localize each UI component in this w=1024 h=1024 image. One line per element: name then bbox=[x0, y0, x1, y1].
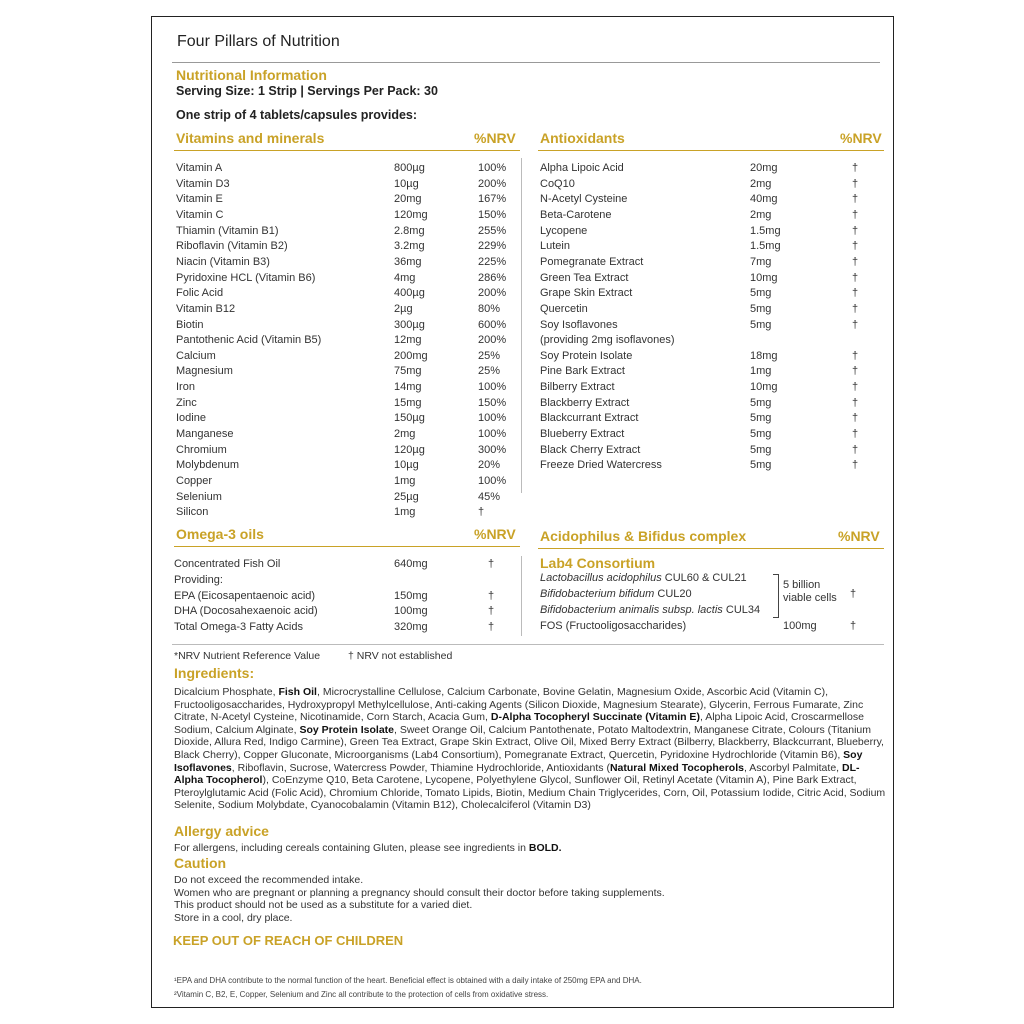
table-row bbox=[176, 162, 520, 175]
table-row bbox=[176, 412, 520, 425]
nutrient-amount: 1mg bbox=[394, 475, 416, 487]
nutrient-name: Vitamin A bbox=[176, 162, 223, 174]
nutrient-nrv: 200% bbox=[478, 334, 507, 347]
nutrient-amount: 4mg bbox=[394, 271, 416, 284]
antioxidants-rule bbox=[538, 150, 884, 151]
nutrient-name: Iron bbox=[176, 381, 195, 394]
table-row bbox=[176, 350, 520, 363]
viable-cells-label: viable cells bbox=[783, 592, 837, 604]
table-row bbox=[174, 590, 520, 603]
nutrient-nrv: † bbox=[852, 381, 859, 394]
nutrient-nrv: 600% bbox=[478, 318, 507, 331]
nutrient-nrv: 100% bbox=[478, 475, 507, 487]
nutrient-nrv: 25% bbox=[478, 349, 501, 362]
nutritional-info-heading: Nutritional Information bbox=[176, 67, 327, 83]
nutrient-amount: 2.8mg bbox=[394, 224, 425, 237]
table-row bbox=[176, 287, 520, 300]
omega-nrv-heading: %NRV bbox=[474, 526, 516, 542]
nutrient-amount: 200mg bbox=[394, 349, 428, 362]
nutrient-nrv: † bbox=[478, 506, 485, 519]
nutrient-nrv: † bbox=[852, 255, 859, 268]
table-row bbox=[176, 506, 520, 519]
nutrient-nrv: † bbox=[852, 412, 859, 425]
nutrient-amount: 5mg bbox=[750, 428, 772, 441]
table-row bbox=[540, 193, 880, 206]
nutrient-name: Zinc bbox=[176, 396, 197, 409]
children-warning: KEEP OUT OF REACH OF CHILDREN bbox=[173, 933, 404, 948]
nutrient-amount: 75mg bbox=[394, 365, 422, 378]
nutrient-amount: 800µg bbox=[394, 162, 425, 174]
nutrient-amount: 320mg bbox=[394, 621, 428, 634]
acidophilus-heading: Acidophilus & Bifidus complex bbox=[540, 528, 747, 544]
allergy-text: For allergens, including cereals containing Gluten, please see ingredients in BOLD. bbox=[174, 842, 562, 854]
strain-bracket bbox=[773, 574, 779, 618]
nutrient-nrv: 80% bbox=[478, 302, 501, 315]
nutrient-name: (providing 2mg isoflavones) bbox=[540, 334, 675, 347]
table-row bbox=[176, 319, 520, 332]
nutrient-nrv: 100% bbox=[478, 162, 507, 174]
nutrient-nrv: 100% bbox=[478, 428, 507, 441]
nutrient-nrv: 167% bbox=[478, 193, 507, 206]
nutrient-name: N-Acetyl Cysteine bbox=[540, 193, 628, 206]
nutrient-amount: 1mg bbox=[750, 365, 772, 378]
nutrient-nrv: † bbox=[488, 589, 495, 602]
nutrient-name: Biotin bbox=[176, 318, 204, 331]
table-row bbox=[176, 428, 520, 441]
nutrient-amount: 25µg bbox=[394, 490, 419, 503]
viable-cells-count: 5 billion bbox=[783, 579, 821, 591]
strain-1: Lactobacillus acidophilus CUL60 & CUL21 bbox=[540, 572, 747, 584]
provides-line: One strip of 4 tablets/capsules provides: bbox=[176, 108, 418, 122]
nutrient-name: Pyridoxine HCL (Vitamin B6) bbox=[176, 271, 316, 284]
nutrient-name: CoQ10 bbox=[540, 177, 575, 190]
nutrient-nrv: † bbox=[852, 271, 859, 284]
nutrient-amount: 150mg bbox=[394, 589, 428, 602]
nutrient-nrv: 20% bbox=[478, 459, 501, 472]
nutrient-nrv: † bbox=[852, 428, 859, 441]
ingredient-text: ), CoEnzyme Q10, Beta Carotene, Lycopene, Polyethylene Glycol, Sunflower Oil, Retinyl Acetate (Vitamin A), Pine Bark Extract, Pteroylglutamic Acid (Folic Acid), Chromium Chloride, Tomato Lipids, Biotin, Medium Chain Triglycerides, Corn, Oil, Potassium Iodide, Citric Acid, Sodium Selenite, Sodium Molybdate, Cyanocobalamin (Vitamin B12), Cholecalciferol (Vitamin D3) bbox=[174, 774, 886, 812]
nutrient-amount: 12mg bbox=[394, 334, 422, 347]
nutrient-nrv: 229% bbox=[478, 240, 507, 253]
nutrient-nrv: † bbox=[852, 240, 859, 253]
table-row bbox=[176, 459, 520, 472]
nutrient-nrv: † bbox=[852, 224, 859, 237]
omega-heading: Omega-3 oils bbox=[176, 526, 264, 542]
table-row bbox=[176, 334, 520, 347]
legend-rule bbox=[172, 644, 884, 645]
title-divider bbox=[172, 62, 880, 63]
nutrient-name: Bilberry Extract bbox=[540, 381, 615, 394]
nutrient-amount: 18mg bbox=[750, 349, 778, 362]
nrv-legend: *NRV Nutrient Reference Value bbox=[174, 650, 321, 662]
nutrient-amount: 150µg bbox=[394, 412, 425, 425]
lab4-heading: Lab4 Consortium bbox=[540, 555, 656, 571]
nutrient-amount: 5mg bbox=[750, 443, 772, 456]
nutrient-nrv: 150% bbox=[478, 396, 507, 409]
nutrient-amount: 40mg bbox=[750, 193, 778, 206]
caution-line: Women who are pregnant or planning a pregnancy should consult their doctor before taking supplements. bbox=[174, 886, 665, 899]
nutrient-name: Pine Bark Extract bbox=[540, 365, 625, 378]
column-divider-lower bbox=[521, 556, 522, 636]
nutrient-name: Blackcurrant Extract bbox=[540, 412, 639, 425]
caution-text bbox=[174, 874, 886, 924]
table-row bbox=[174, 621, 520, 634]
nutrient-nrv: † bbox=[852, 302, 859, 315]
ingredient-text: , Alpha Lipoic Acid, Croscarmellose Sodium, Calcium Alginate, bbox=[174, 711, 864, 736]
nutrient-name: Vitamin E bbox=[176, 193, 223, 206]
nutrient-amount: 2µg bbox=[394, 302, 413, 315]
nutrient-amount: 7mg bbox=[750, 255, 772, 268]
nutrient-name: Manganese bbox=[176, 428, 234, 441]
strain-2: Bifidobacterium bifidum CUL20 bbox=[540, 588, 692, 600]
table-row bbox=[540, 319, 880, 332]
nutrient-name: Alpha Lipoic Acid bbox=[540, 162, 624, 174]
antioxidants-heading: Antioxidants bbox=[540, 130, 625, 146]
ingredients-text bbox=[174, 686, 886, 812]
table-row bbox=[174, 558, 520, 571]
table-row bbox=[174, 605, 520, 618]
table-row bbox=[540, 365, 880, 378]
table-row bbox=[540, 256, 880, 269]
table-row bbox=[540, 381, 880, 394]
fos-amount: 100mg bbox=[783, 620, 817, 632]
footnote-2: ²Vitamin C, B2, E, Copper, Selenium and Zinc all contribute to the protection of cells from oxidative stress. bbox=[174, 990, 549, 999]
acidophilus-nrv-heading: %NRV bbox=[838, 528, 880, 544]
nutrient-amount: 2mg bbox=[750, 177, 772, 190]
ingredients-heading: Ingredients: bbox=[174, 665, 255, 681]
allergy-heading: Allergy advice bbox=[174, 823, 269, 839]
omega-rule bbox=[174, 546, 520, 547]
nutrient-name: Copper bbox=[176, 475, 213, 487]
nutrient-nrv: 286% bbox=[478, 271, 507, 284]
footnote-1: ¹EPA and DHA contribute to the normal function of the heart. Beneficial effect is obtained with a daily intake of 250mg EPA and DHA. bbox=[174, 976, 642, 985]
nutrient-name: Thiamin (Vitamin B1) bbox=[176, 224, 279, 237]
nutrient-nrv: 100% bbox=[478, 412, 507, 425]
nutrient-nrv: 255% bbox=[478, 224, 507, 237]
table-row bbox=[176, 303, 520, 316]
allergen-ingredient: Natural Mixed Tocopherols bbox=[609, 761, 744, 774]
antioxidants-nrv-heading: %NRV bbox=[840, 130, 882, 146]
nutrient-amount: 1.5mg bbox=[750, 240, 781, 253]
nutrient-amount: 120µg bbox=[394, 443, 425, 456]
table-row bbox=[540, 459, 880, 472]
nutrient-nrv: † bbox=[852, 208, 859, 221]
viable-cells-nrv: † bbox=[850, 588, 857, 600]
nutrient-amount: 5mg bbox=[750, 459, 772, 472]
table-row bbox=[176, 178, 520, 191]
ingredient-text: , Sweet Orange Oil, Calcium Pantothenate, Potato Maltodextrin, Manganese Citrate, Colours (Titanium Dioxide, Allura Red, Indigo Carmine), Green Tea Extract, Grape Skin Extract, Olive Oil, Mixed Berry Extract (Bilberry, Blackberry, Blackcurrant, Blueberry, Black Cherry), Copper Gluconate, Microorganisms (Lab4 Consortium), Pomegranate Extract, Quercetin, Pyridoxine Hydrochloride (Vitamin B6), bbox=[174, 723, 884, 761]
nutrient-name: Green Tea Extract bbox=[540, 271, 629, 284]
nutrient-amount: 2mg bbox=[750, 208, 772, 221]
table-row bbox=[176, 240, 520, 253]
allergen-ingredient: Soy Isoflavones bbox=[174, 748, 863, 774]
nutrient-name: Blueberry Extract bbox=[540, 428, 625, 441]
nutrient-nrv: † bbox=[852, 365, 859, 378]
nutrient-name: Beta-Carotene bbox=[540, 208, 612, 221]
nutrient-amount: 10µg bbox=[394, 177, 419, 190]
nutrient-amount: 20mg bbox=[394, 193, 422, 206]
nutrient-name: Vitamin D3 bbox=[176, 177, 230, 190]
table-row bbox=[540, 303, 880, 316]
ingredient-text: Dicalcium Phosphate, bbox=[174, 686, 279, 698]
nutrient-name: Lycopene bbox=[540, 224, 588, 237]
allergen-ingredient: Fish Oil bbox=[278, 686, 317, 698]
nutrient-nrv: 200% bbox=[478, 177, 507, 190]
nutrient-nrv: 150% bbox=[478, 208, 507, 221]
nutrient-amount: 14mg bbox=[394, 381, 422, 394]
caution-line: Store in a cool, dry place. bbox=[174, 911, 293, 924]
nutrient-amount: 1.5mg bbox=[750, 224, 781, 237]
nutrient-amount: 5mg bbox=[750, 396, 772, 409]
table-row bbox=[540, 162, 880, 175]
table-row bbox=[540, 287, 880, 300]
nutrient-nrv: † bbox=[488, 558, 495, 570]
nutrient-name: Soy Protein Isolate bbox=[540, 349, 633, 362]
fos-name: FOS (Fructooligosaccharides) bbox=[540, 620, 687, 632]
nutrient-name: Niacin (Vitamin B3) bbox=[176, 255, 270, 268]
table-row bbox=[174, 574, 520, 587]
nutrient-nrv: 300% bbox=[478, 443, 507, 456]
nutrient-amount: 5mg bbox=[750, 302, 772, 315]
table-row bbox=[540, 240, 880, 253]
ingredient-text: , Riboflavin, Sucrose, Watercress Powder, Thiamine Hydrochloride, Antioxidants ( bbox=[231, 761, 610, 774]
table-row bbox=[540, 334, 880, 347]
nutrient-nrv: † bbox=[852, 162, 859, 174]
table-row bbox=[176, 272, 520, 285]
ingredient-text: , Microcrystalline Cellulose, Calcium Carbonate, Bovine Gelatin, Magnesium Oxide, Ascorbic Acid (Vitamin C), Fructooligosaccharides, Hydroxypropyl Methylcellulose, Anti-caking Agents (Silicon Dioxide, Magnesium Stearate), Glycerin, Ferrous Fumarate, Zinc Citrate, N-Acetyl Cysteine, Nicotinamide, Corn Starch, Acacia Gum, bbox=[174, 686, 864, 724]
nutrient-nrv: † bbox=[488, 621, 495, 634]
nutrient-name: Soy Isoflavones bbox=[540, 318, 618, 331]
allergen-ingredient: DL-Alpha Tocopherol bbox=[174, 761, 860, 787]
nutrient-name: Pomegranate Extract bbox=[540, 255, 644, 268]
acidophilus-rule bbox=[538, 548, 884, 549]
table-row bbox=[540, 209, 880, 222]
nutrient-name: Black Cherry Extract bbox=[540, 443, 641, 456]
nutrient-amount: 120mg bbox=[394, 208, 428, 221]
nutrient-name: Calcium bbox=[176, 349, 216, 362]
serving-info: Serving Size: 1 Strip | Servings Per Pack: 30 bbox=[176, 84, 438, 98]
nutrient-amount: 10mg bbox=[750, 381, 778, 394]
nutrient-nrv: † bbox=[852, 177, 859, 190]
nutrient-name: Pantothenic Acid (Vitamin B5) bbox=[176, 334, 322, 347]
nutrient-amount: 5mg bbox=[750, 287, 772, 300]
nutrient-nrv: † bbox=[852, 193, 859, 206]
nutrient-nrv: 100% bbox=[478, 381, 507, 394]
nutrient-amount: 10mg bbox=[750, 271, 778, 284]
nutrient-name: Total Omega-3 Fatty Acids bbox=[174, 621, 303, 634]
table-row bbox=[540, 225, 880, 238]
caution-line: This product should not be used as a substitute for a varied diet. bbox=[174, 899, 473, 912]
table-row bbox=[176, 209, 520, 222]
nutrient-amount: 5mg bbox=[750, 412, 772, 425]
nutrient-nrv: † bbox=[488, 605, 495, 618]
table-row bbox=[176, 193, 520, 206]
nutrient-name: Concentrated Fish Oil bbox=[174, 558, 281, 570]
nutrient-amount: 5mg bbox=[750, 318, 772, 331]
nutrient-amount: 1mg bbox=[394, 506, 416, 519]
nutrient-nrv: 25% bbox=[478, 365, 501, 378]
allergen-ingredient: D-Alpha Tocopheryl Succinate (Vitamin E) bbox=[490, 711, 700, 724]
vitamins-heading: Vitamins and minerals bbox=[176, 130, 325, 146]
table-row bbox=[176, 365, 520, 378]
table-row bbox=[176, 444, 520, 457]
page-title: Four Pillars of Nutrition bbox=[177, 33, 340, 50]
dagger-legend: † NRV not established bbox=[348, 650, 453, 662]
nutrient-name: Grape Skin Extract bbox=[540, 287, 633, 300]
nutrient-name: Selenium bbox=[176, 490, 222, 503]
table-row bbox=[540, 428, 880, 441]
caution-heading: Caution bbox=[174, 855, 227, 871]
nutrient-amount: 3.2mg bbox=[394, 240, 425, 253]
nutrient-name: EPA (Eicosapentaenoic acid) bbox=[174, 589, 316, 602]
nutrient-amount: 100mg bbox=[394, 605, 428, 618]
table-row bbox=[540, 397, 880, 410]
table-row bbox=[176, 256, 520, 269]
nutrient-nrv: † bbox=[852, 396, 859, 409]
nutrient-nrv: 45% bbox=[478, 490, 501, 503]
table-row bbox=[540, 412, 880, 425]
nutrient-nrv: † bbox=[852, 459, 859, 472]
nutrient-name: Silicon bbox=[176, 506, 209, 519]
nutrient-name: Providing: bbox=[174, 573, 223, 586]
fos-nrv: † bbox=[850, 620, 857, 632]
nutrient-nrv: 200% bbox=[478, 287, 507, 300]
table-row bbox=[176, 381, 520, 394]
nutrient-amount: 36mg bbox=[394, 255, 422, 268]
table-row bbox=[540, 178, 880, 191]
nutrient-nrv: 225% bbox=[478, 255, 507, 268]
nutrient-amount: 20mg bbox=[750, 162, 778, 174]
nutrient-name: Molybdenum bbox=[176, 459, 239, 472]
nutrient-amount: 640mg bbox=[394, 558, 428, 570]
nutrient-name: Chromium bbox=[176, 443, 227, 456]
nutrient-amount: 10µg bbox=[394, 459, 419, 472]
nutrient-amount: 300µg bbox=[394, 318, 425, 331]
vitamins-rule bbox=[174, 150, 520, 151]
nutrient-nrv: † bbox=[852, 318, 859, 331]
nutrient-name: Freeze Dried Watercress bbox=[540, 459, 662, 472]
nutrient-nrv: † bbox=[852, 349, 859, 362]
nutrient-amount: 400µg bbox=[394, 287, 425, 300]
vitamins-nrv-heading: %NRV bbox=[474, 130, 516, 146]
nutrient-name: Folic Acid bbox=[176, 287, 224, 300]
nutrient-nrv: † bbox=[852, 287, 859, 300]
table-row bbox=[176, 475, 520, 488]
nutrient-name: Blackberry Extract bbox=[540, 396, 630, 409]
table-row bbox=[176, 225, 520, 238]
nutrient-name: DHA (Docosahexaenoic acid) bbox=[174, 605, 318, 618]
table-row bbox=[176, 397, 520, 410]
column-divider bbox=[521, 158, 522, 493]
nutrient-name: Lutein bbox=[540, 240, 570, 253]
nutrient-name: Riboflavin (Vitamin B2) bbox=[176, 240, 288, 253]
table-row bbox=[540, 444, 880, 457]
allergen-ingredient: Soy Protein Isolate bbox=[299, 723, 395, 736]
nutrient-name: Quercetin bbox=[540, 302, 588, 315]
strain-3: Bifidobacterium animalis subsp. lactis CUL34 bbox=[540, 604, 761, 616]
table-row bbox=[540, 350, 880, 363]
table-row bbox=[540, 272, 880, 285]
caution-line: Do not exceed the recommended intake. bbox=[174, 874, 364, 886]
nutrient-name: Iodine bbox=[176, 412, 206, 425]
ingredient-text: , Ascorbyl Palmitate, bbox=[743, 761, 842, 774]
nutrient-name: Vitamin B12 bbox=[176, 302, 236, 315]
nutrient-nrv: † bbox=[852, 443, 859, 456]
table-row bbox=[176, 491, 520, 504]
nutrient-name: Magnesium bbox=[176, 365, 233, 378]
nutrient-name: Vitamin C bbox=[176, 208, 224, 221]
nutrient-amount: 2mg bbox=[394, 428, 416, 441]
nutrient-amount: 15mg bbox=[394, 396, 422, 409]
